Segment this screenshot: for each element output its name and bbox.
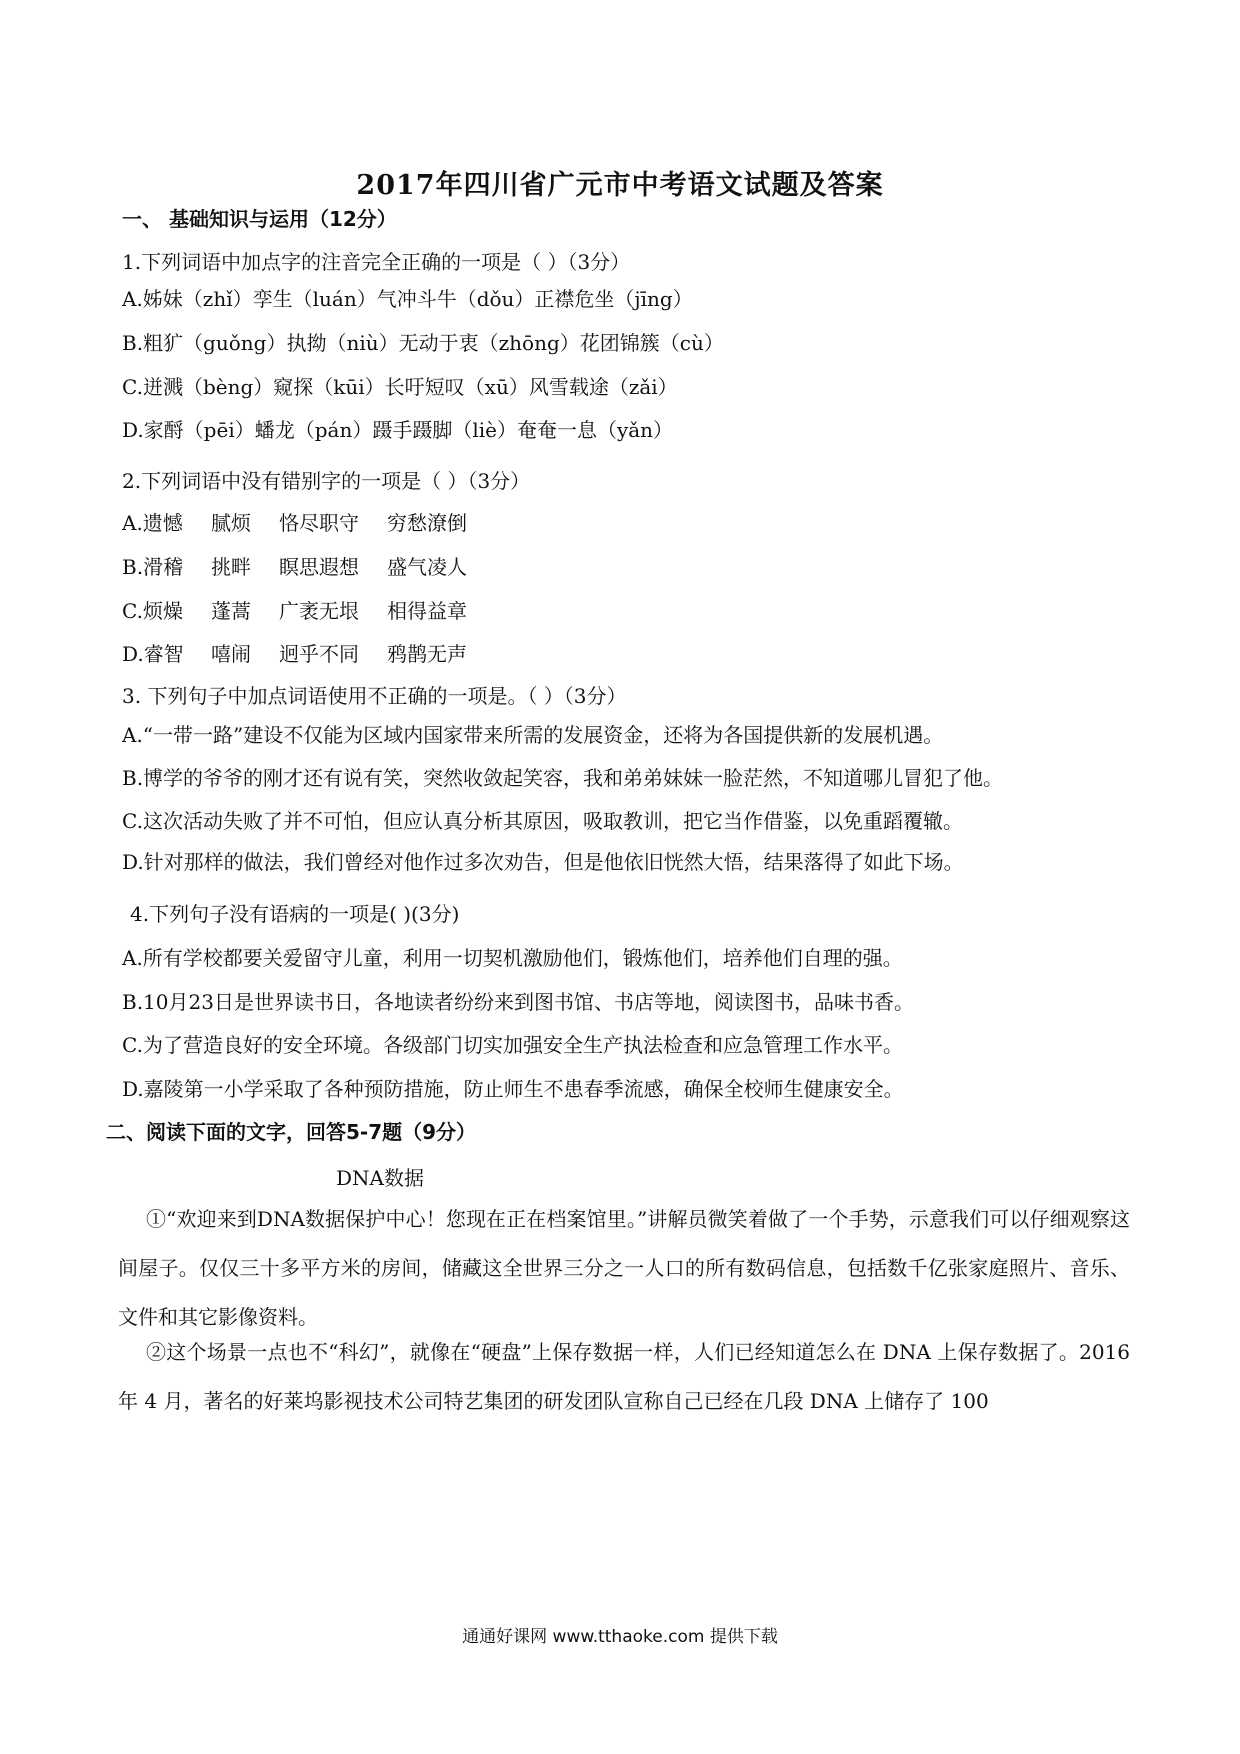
question-4-option-c: C.为了营造良好的安全环境。各级部门切实加强安全生产执法检查和应急管理工作水平。 (122, 1033, 903, 1057)
question-4-option-b: B.10月23日是世界读书日，各地读者纷纷来到图书馆、书店等地，阅读图书，品味书香。 (122, 990, 914, 1014)
option-word: 相得益章 (387, 599, 467, 623)
article-paragraph-1: ①“欢迎来到DNA数据保护中心！您现在正在档案馆里。”讲解员微笑着做了一个手势，示意我们可以仔细观察这间屋子。仅仅三十多平方米的房间，储藏这全世界三分之一人口的所有数码信息，包括数千亿张家庭照片、音乐、文件和其它影像资料。 (118, 1207, 1130, 1329)
article-paragraph-2: ②这个场景一点也不“科幻”，就像在“硬盘”上保存数据一样，人们已经知道怎么在 DNA 上保存数据了。2016 年 4 月，著名的好莱坞影视技术公司特艺集团的研发团队宣称自己已经在几段 DNA 上储存了 100 (118, 1340, 1130, 1413)
option-label-word: C.烦燥 (122, 599, 183, 623)
option-label-word: B.滑稽 (122, 555, 184, 579)
question-4-stem: 4.下列句子没有语病的一项是( )(3分) (130, 902, 460, 926)
question-4-option-d: D.嘉陵第一小学采取了各种预防措施，防止师生不患春季流感，确保全校师生健康安全。 (122, 1077, 904, 1101)
question-3-option-d: D.针对那样的做法，我们曾经对他作过多次劝告，但是他依旧恍然大悟，结果落得了如此下场。 (122, 850, 964, 874)
option-word: 嘻闹 (211, 642, 251, 666)
section-heading-1: 一、 基础知识与运用（12分） (122, 207, 397, 231)
question-2-option-b (122, 551, 467, 580)
page-footer: 通通好课网 www.tthaoke.com 提供下载 (462, 1627, 778, 1647)
option-word: 穷愁潦倒 (387, 511, 467, 535)
option-word: 广袤无垠 (279, 599, 359, 623)
option-word: 蓬蒿 (211, 599, 251, 623)
question-2-option-c (122, 595, 467, 624)
question-2-option-a (122, 507, 467, 536)
option-word: 迥乎不同 (279, 642, 359, 666)
article-title: DNA数据 (336, 1166, 424, 1190)
question-2-stem: 2.下列词语中没有错别字的一项是（ ）（3分） (122, 469, 531, 493)
page-title: 2017年四川省广元市中考语文试题及答案 (356, 170, 884, 201)
question-3-option-c: C.这次活动失败了并不可怕，但应认真分析其原因，吸取教训，把它当作借鉴，以免重蹈覆辙。 (122, 809, 963, 833)
question-1-stem: 1.下列词语中加点字的注音完全正确的一项是（ ）（3分） (122, 250, 631, 274)
question-3-option-b: B.博学的爷爷的刚才还有说有笑，突然收敛起笑容，我和弟弟妹妹一脸茫然，不知道哪儿冒犯了他。 (122, 766, 1004, 790)
option-word: 盛气凌人 (387, 555, 467, 579)
option-label-word: D.睿智 (122, 642, 184, 666)
question-1-option-d: D.家酹（pēi）蟠龙（pán）蹑手蹑脚（liè）奄奄一息（yǎn） (122, 418, 674, 442)
question-3-option-a: A.“一带一路”建设不仅能为区域内国家带来所需的发展资金，还将为各国提供新的发展机遇。 (122, 723, 944, 747)
option-word: 腻烦 (211, 511, 251, 535)
option-word: 恪尽职守 (279, 511, 359, 535)
option-word: 鸦鹊无声 (387, 642, 467, 666)
question-1-option-c: C.迸溅（bèng）窥探（kūi）长吁短叹（xū）风雪载途（zǎi） (122, 375, 678, 399)
question-2-option-d (122, 638, 467, 667)
question-1-option-b: B.粗犷（guǒng）执拗（niù）无动于衷（zhōng）花团锦簇（cù） (122, 331, 724, 355)
question-1-option-a: A.姊妹（zhǐ）孪生（luán）气冲斗牛（dǒu）正襟危坐（jīng） (122, 287, 693, 311)
section-heading-2: 二、阅读下面的文字，回答5-7题（9分） (106, 1120, 477, 1144)
option-word: 瞑思遐想 (279, 555, 359, 579)
option-word: 挑畔 (211, 555, 251, 579)
option-label-word: A.遗憾 (122, 511, 183, 535)
question-3-stem: 3. 下列句子中加点词语使用不正确的一项是。（ ）（3分） (122, 684, 627, 708)
question-4-option-a: A.所有学校都要关爱留守儿童，利用一切契机激励他们，锻炼他们，培养他们自理的强。 (122, 946, 903, 970)
